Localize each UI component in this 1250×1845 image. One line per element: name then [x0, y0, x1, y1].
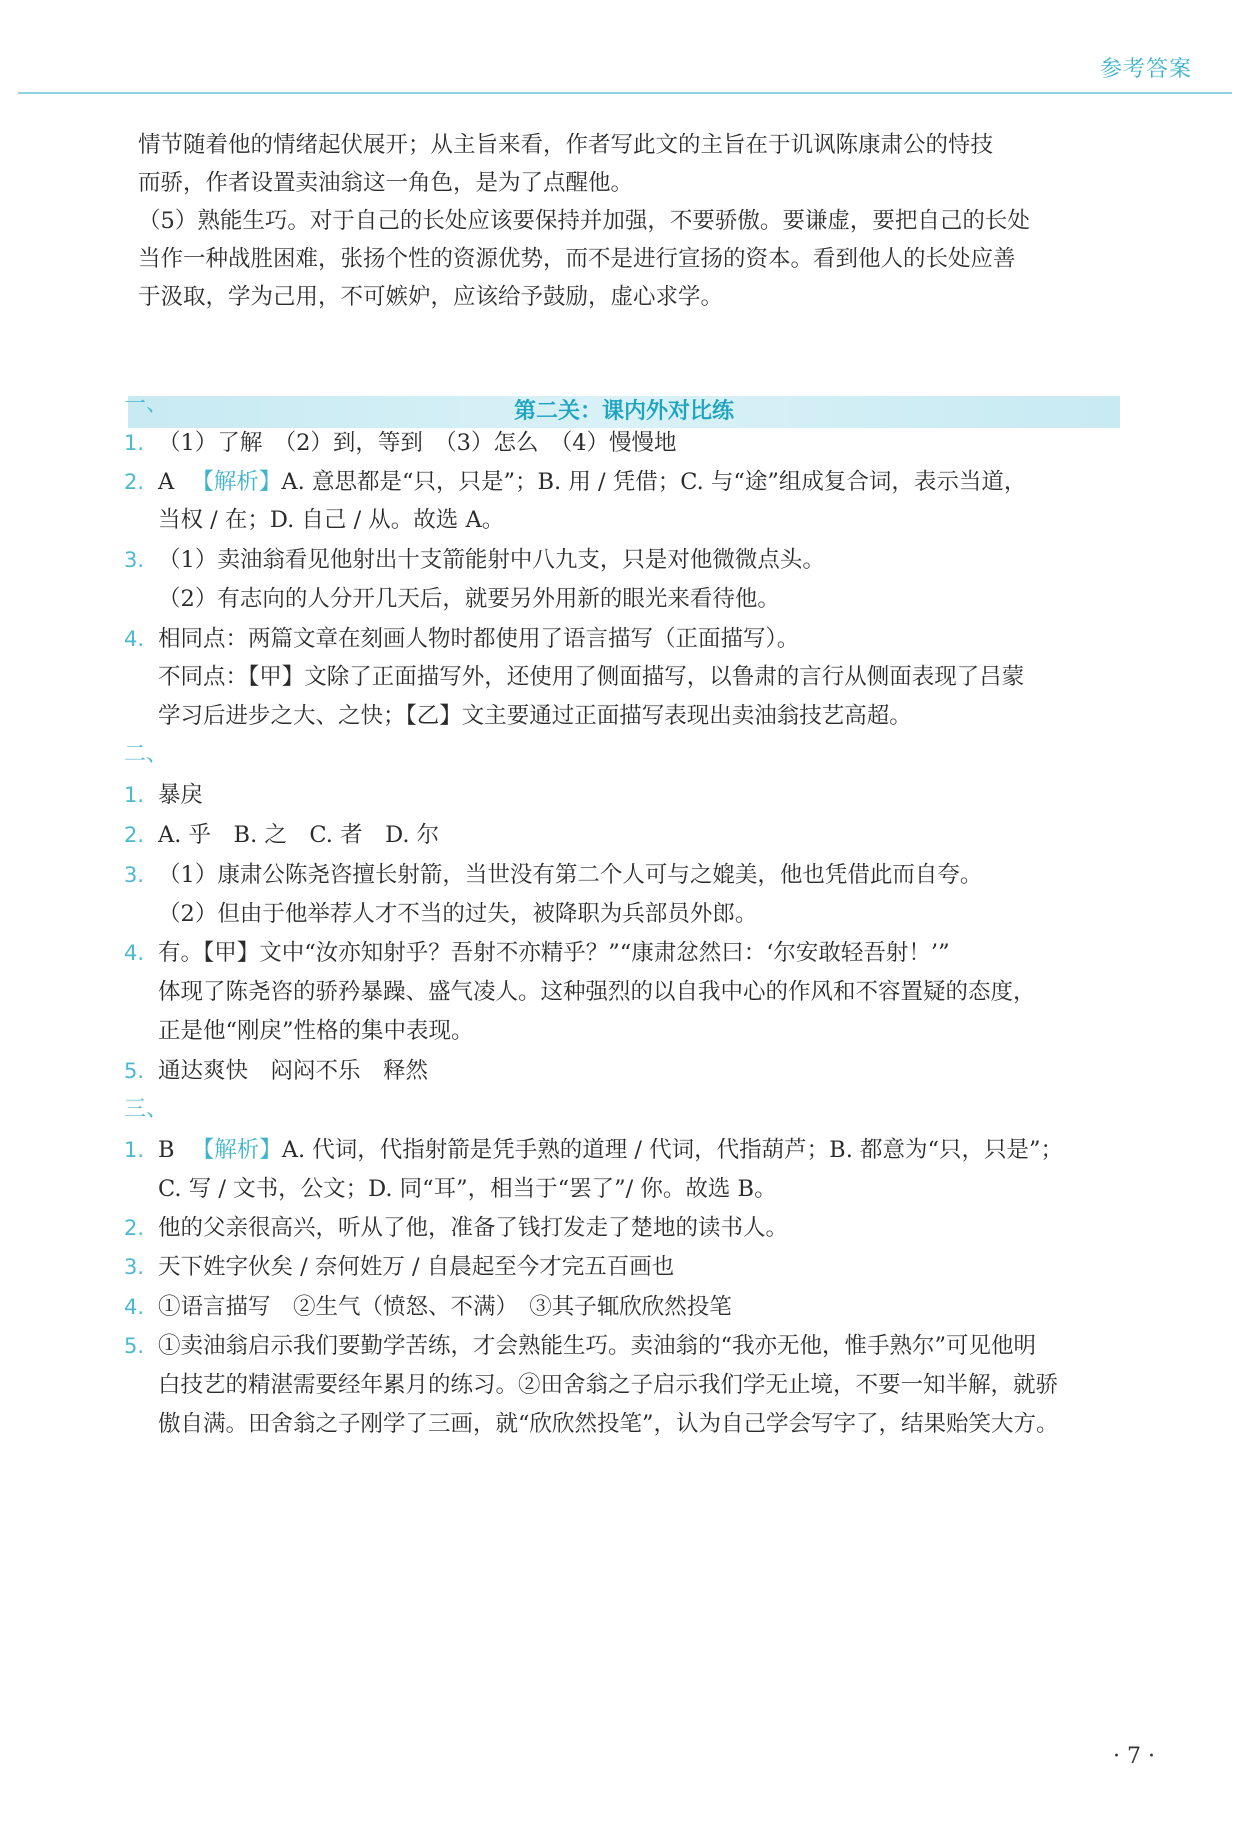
text-line: 情节随着他的情绪起伏展开；从主旨来看，作者写此文的主旨在于讥讽陈康肃公的恃技: [138, 132, 994, 158]
question-number: 5.: [124, 1059, 145, 1083]
question-number: 3.: [124, 548, 145, 572]
answer-text: 相同点：两篇文章在刻画人物时都使用了语言描写（正面描写）。: [158, 626, 800, 652]
answer-text: A. 代词，代指射箭是凭手熟的道理 / 代词，代指葫芦；B. 都意为“只，只是”；: [281, 1137, 1064, 1163]
answer-choice: A: [158, 469, 175, 495]
question-number: 4.: [124, 627, 145, 651]
page-header: [18, 0, 1232, 94]
answer-text: A. 意思都是“只，只是”；B. 用 / 凭借；C. 与“途”组成复合词，表示当道，: [281, 469, 1027, 495]
question-number: 2.: [124, 470, 145, 494]
question-number: 4.: [124, 1295, 145, 1319]
question-number: 1.: [124, 431, 145, 455]
answer-text: 傲自满。田舍翁之子刚学了三画，就“欣欣然投笔”，认为自己学会写字了，结果贻笑大方。: [158, 1411, 1059, 1437]
answer-text: 有。【甲】文中“汝亦知射乎？吾射不亦精乎？”“康肃忿然曰：‘尔安敢轻吾射！’”: [158, 940, 950, 966]
section-label: 二、: [124, 742, 169, 767]
question-number: 4.: [124, 941, 145, 965]
text-line: 当作一种战胜困难，张扬个性的资源优势，而不是进行宣扬的资本。看到他人的长处应善: [138, 246, 1016, 272]
answer-text: （1）卖油翁看见他射出十支箭能射中八九支，只是对他微微点头。: [158, 547, 825, 573]
question-number: 2.: [124, 1216, 145, 1240]
question-number: 2.: [124, 823, 145, 847]
question-number: 1.: [124, 783, 145, 807]
answer-text: （1）了解 （2）到，等到 （3）怎么 （4）慢慢地: [158, 430, 677, 456]
answer-text: 学习后进步之大、之快；【乙】文主要通过正面描写表现出卖油翁技艺高超。: [158, 703, 912, 729]
answer-text: ①语言描写 ②生气（愤怒、不满） ③其子辄欣欣然投笔: [158, 1294, 732, 1320]
page-number: · 7 ·: [1113, 1744, 1155, 1769]
answer-text: 不同点：【甲】文除了正面描写外，还使用了侧面描写，以鲁肃的言行从侧面表现了吕蒙: [158, 664, 1025, 690]
analysis-tag: 【解析】: [191, 1137, 282, 1163]
answer-text: 他的父亲很高兴，听从了他，准备了钱打发走了楚地的读书人。: [158, 1215, 789, 1241]
text-line: 而骄，作者设置卖油翁这一角色，是为了点醒他。: [138, 170, 634, 196]
question-number: 5.: [124, 1334, 145, 1358]
section-banner-title: 第二关：课内外对比练: [513, 399, 734, 424]
section-label: 三、: [124, 1097, 169, 1122]
answer-text: 正是他“刚戾”性格的集中表现。: [158, 1018, 474, 1044]
answer-choice: B: [158, 1137, 175, 1163]
answer-text: 天下姓字伙矣 / 奈何姓万 / 自晨起至今才完五百画也: [158, 1254, 675, 1280]
answer-line: [158, 1135, 1063, 1165]
answer-text: （2）有志向的人分开几天后，就要另外用新的眼光来看待他。: [158, 586, 780, 612]
answer-text: 暴戾: [158, 782, 204, 808]
answer-text: 通达爽快 闷闷不乐 释然: [158, 1058, 429, 1084]
answer-text: （2）但由于他举荐人才不当的过失，被降职为兵部员外郎。: [158, 901, 758, 927]
answer-text: A. 乎 B. 之 C. 者 D. 尔: [158, 822, 440, 848]
text-line: 于汲取，学为己用，不可嫉妒，应该给予鼓励，虚心求学。: [138, 284, 724, 310]
answer-text: 当权 / 在；D. 自己 / 从。故选 A。: [158, 507, 505, 533]
analysis-tag: 【解析】: [191, 469, 282, 495]
header-title: 参考答案: [1099, 57, 1192, 82]
section-banner: [128, 396, 1120, 428]
question-number: 1.: [124, 1138, 145, 1162]
answer-text: C. 写 / 文书，公文；D. 同“耳”，相当于“罢了”/ 你。故选 B。: [158, 1176, 777, 1202]
section-label: 一、: [124, 392, 169, 417]
answer-text: （1）康肃公陈尧咨擅长射箭，当世没有第二个人可与之媲美，他也凭借此而自夸。: [158, 862, 983, 888]
answer-text: ①卖油翁启示我们要勤学苦练，才会熟能生巧。卖油翁的“我亦无他，惟手熟尔”可见他明: [158, 1333, 1037, 1359]
text-line: （5）熟能生巧。对于自己的长处应该要保持并加强，不要骄傲。要谦虚，要把自己的长处: [138, 208, 1030, 234]
answer-text: 体现了陈尧咨的骄矜暴躁、盛气凌人。这种强烈的以自我中心的作风和不容置疑的态度，: [158, 979, 1036, 1005]
question-number: 3.: [124, 1255, 145, 1279]
question-number: 3.: [124, 863, 145, 887]
answer-line: [158, 467, 1026, 497]
answer-text: 白技艺的精湛需要经年累月的练习。②田舍翁之子启示我们学无止境，不要一知半解，就骄: [158, 1372, 1059, 1398]
